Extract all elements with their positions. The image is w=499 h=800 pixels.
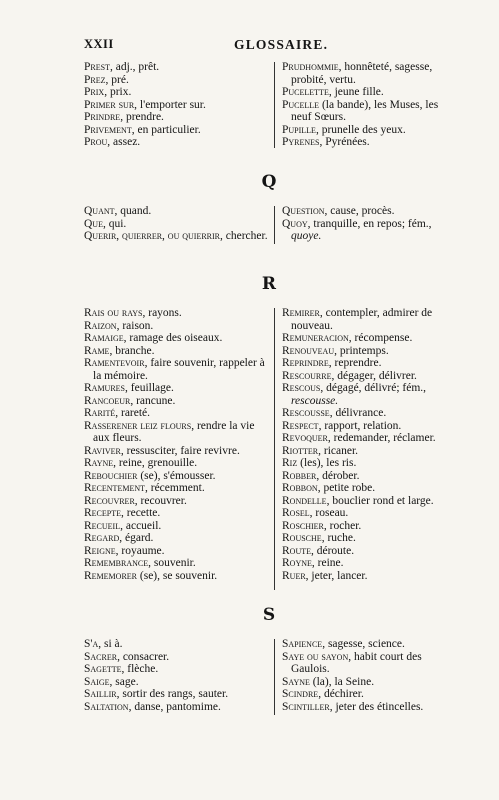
entry-definition: , bouclier rond et large. [326, 494, 434, 507]
entry-definition: , royaume. [115, 544, 165, 557]
glossary-entry [282, 382, 454, 407]
entry-definition: , récemment. [145, 482, 205, 494]
entry-definition: , habit court des Gaulois. [291, 650, 422, 675]
right-column [282, 205, 454, 243]
glossary-entry [84, 345, 269, 358]
entry-headword: Rousche [282, 532, 322, 544]
glossary-entry [282, 420, 454, 433]
entry-definition: , danse, pantomime. [128, 700, 221, 713]
entry-definition: , rancune. [130, 394, 176, 407]
entry-definition: (la), la Seine. [309, 675, 375, 688]
entry-headword: Quant [84, 205, 115, 217]
entry-headword: Revoquer [282, 432, 328, 444]
entry-headword: Rosel [282, 507, 310, 519]
entry-headword: Rayne [84, 457, 114, 469]
glossary-entry [282, 570, 454, 583]
glossary-entry [84, 205, 269, 218]
glossary-entry [84, 545, 269, 558]
entry-definition: , sage. [109, 675, 139, 688]
entry-headword: Rescous [282, 382, 321, 394]
glossary-entry [84, 230, 269, 243]
glossary-entry [282, 61, 454, 86]
entry-headword: Rancoeur [84, 394, 131, 407]
entry-definition: , dérober. [316, 469, 360, 482]
page-number: XXII [84, 37, 114, 51]
glossary-entry [282, 370, 454, 383]
glossary-entry [282, 332, 454, 345]
glossary-entry [282, 218, 454, 243]
glossary-entry [84, 495, 269, 508]
entry-headword: Recueil [84, 519, 121, 532]
entry-headword: Rasserener leiz flours [84, 419, 192, 432]
entry-headword: Remembrance [84, 557, 149, 569]
entry-definition: , l'emporter sur. [134, 98, 206, 111]
glossary-entry [84, 688, 269, 701]
entry-headword: Que [84, 217, 103, 230]
glossary-entry [282, 676, 454, 689]
entry-definition: , prunelle des yeux. [315, 123, 406, 136]
entry-definition: , prendre. [120, 111, 164, 123]
glossary-entry [84, 111, 269, 124]
glossary-entry [282, 86, 454, 99]
entry-headword: Saltation [84, 700, 129, 713]
glossary-entry [84, 136, 269, 149]
glossary-entry [84, 86, 269, 99]
left-column [84, 307, 269, 582]
entry-definition: , adj., prêt. [109, 61, 160, 73]
entry-headword: Saige [84, 675, 110, 688]
entry-headword: Querir, quierrer, ou quierrir [84, 230, 221, 242]
entry-headword: Privement [84, 123, 132, 136]
entry-headword: Respect [282, 419, 319, 432]
entry-definition: , printemps. [334, 344, 389, 357]
entry-headword: Ramentevoir [84, 357, 145, 369]
column-rule [274, 62, 275, 148]
entry-definition: , en particulier. [131, 123, 201, 136]
glossary-entry [282, 432, 454, 445]
entry-definition: , branche. [109, 344, 155, 357]
entry-definition: , si à. [98, 638, 123, 650]
entry-italic-form: quoye. [291, 230, 322, 242]
entry-headword: Prudhommie [282, 61, 339, 73]
entry-definition: , déchirer. [318, 688, 364, 700]
entry-definition: , recette. [121, 507, 161, 519]
glossary-entry [84, 357, 269, 382]
page-header [84, 37, 454, 53]
right-column [282, 638, 454, 713]
entry-headword: Recentement [84, 482, 145, 494]
entry-definition: , quand. [114, 205, 152, 217]
glossary-entry [282, 482, 454, 495]
glossary-entry [282, 545, 454, 558]
glossary-entry [84, 676, 269, 689]
entry-headword: Rame [84, 344, 110, 357]
glossary-entry [282, 124, 454, 137]
glossary-entry [282, 136, 454, 149]
entry-headword: Regard [84, 532, 120, 544]
left-column [84, 61, 269, 149]
entry-definition: , ressusciter, faire revivre. [120, 444, 240, 457]
entry-headword: Roschier [282, 519, 324, 532]
entry-headword: Rescousse [282, 407, 330, 419]
glossary-entry [84, 507, 269, 520]
entry-headword: Royne [282, 557, 312, 569]
entry-definition: , contempler, admirer de nouveau. [291, 307, 433, 332]
entry-headword: Prez [84, 73, 106, 86]
entry-headword: Reprindre [282, 357, 329, 369]
entry-headword: Rondelle [282, 494, 327, 507]
entry-definition: , flèche. [121, 663, 159, 675]
running-title: GLOSSAIRE. [234, 37, 329, 52]
entry-definition: , rocher. [323, 519, 362, 532]
entry-headword: Pyrenes [282, 136, 320, 148]
glossary-entry [282, 495, 454, 508]
entry-definition: , ricaner. [318, 444, 359, 457]
entry-definition: , sagesse, science. [322, 638, 405, 650]
entry-definition: , faire souvenir, rappeler à la mémoire. [93, 357, 265, 382]
entry-definition: , tranquille, en repos; fém., [307, 217, 432, 230]
glossary-entry [282, 205, 454, 218]
entry-headword: Recepte [84, 507, 122, 519]
right-column [282, 307, 454, 582]
entry-definition: , jeune fille. [328, 86, 384, 98]
glossary-entry [84, 124, 269, 137]
entry-definition: , assez. [107, 136, 141, 148]
entry-headword: Pucelle [282, 98, 320, 111]
glossary-entry [282, 520, 454, 533]
glossary-entry [84, 218, 269, 231]
entry-headword: Renouveau [282, 344, 335, 357]
glossary-entry [282, 557, 454, 570]
column-rule [274, 639, 275, 715]
entry-headword: Sagette [84, 663, 122, 675]
entry-definition: , ramage des oiseaux. [123, 332, 223, 344]
glossary-entry [84, 99, 269, 112]
glossary-entry [84, 663, 269, 676]
entry-headword: Rememorer [84, 569, 138, 582]
glossary-entry [84, 701, 269, 714]
glossary-entry [84, 61, 269, 74]
entry-definition: , chercher. [220, 230, 268, 242]
glossary-entry [84, 470, 269, 483]
entry-definition: (les), les ris. [297, 457, 357, 469]
glossary-entry [282, 345, 454, 358]
glossary-entry [282, 701, 454, 714]
glossary-entry [282, 307, 454, 332]
entry-headword: S'a [84, 638, 99, 650]
entry-headword: Ramaige [84, 332, 124, 344]
entry-definition: , déroute. [311, 544, 355, 557]
section-letter-q: Q [261, 172, 277, 192]
entry-headword: Saye ou sayon [282, 650, 349, 663]
left-column [84, 205, 269, 243]
glossary-entry [282, 532, 454, 545]
glossary-entry [84, 557, 269, 570]
entry-headword: Ramures [84, 382, 126, 394]
entry-definition: , sortir des rangs, sauter. [116, 688, 229, 700]
entry-definition: , reprendre. [328, 357, 382, 369]
entry-definition: , ruche. [321, 532, 356, 544]
entry-headword: Sayne [282, 675, 310, 688]
entry-headword: Robbon [282, 482, 318, 494]
entry-definition: , redemander, réclamer. [327, 432, 436, 444]
entry-definition: , Pyrénées. [319, 136, 370, 148]
glossary-entry [84, 482, 269, 495]
entry-definition: , feuillage. [125, 382, 174, 394]
glossary-entry [84, 420, 269, 445]
entry-headword: Pucelette [282, 86, 329, 98]
entry-definition: , rendre la vie aux fleurs. [93, 419, 255, 444]
glossary-entry [282, 407, 454, 420]
entry-definition: , petite robe. [317, 482, 376, 494]
glossary-entry [84, 445, 269, 458]
entry-definition: , prix. [104, 86, 132, 98]
glossary-entry [84, 651, 269, 664]
entry-definition: , reine. [311, 557, 344, 569]
entry-headword: Raviver [84, 444, 121, 457]
entry-definition: , dégager, délivrer. [331, 369, 417, 382]
section-letter-s: S [262, 605, 276, 625]
glossary-entry [84, 320, 269, 333]
right-column [282, 61, 454, 149]
entry-definition: , délivrance. [329, 407, 387, 419]
glossary-entry [84, 382, 269, 395]
glossary-entry [282, 357, 454, 370]
entry-headword: Remirer [282, 307, 320, 319]
entry-headword: Rescourre [282, 369, 332, 382]
entry-headword: Rais ou rays [84, 307, 143, 319]
glossary-entry [84, 532, 269, 545]
glossary-entry [84, 395, 269, 408]
entry-definition: , rareté. [115, 407, 151, 419]
entry-definition: (se), se souvenir. [137, 569, 218, 582]
entry-definition: , pré. [105, 73, 129, 86]
entry-headword: Remuneracion [282, 332, 349, 344]
glossary-entry [84, 407, 269, 420]
glossary-entry [282, 457, 454, 470]
entry-definition: , rayons. [142, 307, 182, 319]
entry-headword: Prou [84, 136, 108, 148]
entry-headword: Riz [282, 457, 298, 469]
glossary-entry [84, 74, 269, 87]
entry-definition: , rapport, relation. [318, 419, 402, 432]
glossary-entry [84, 307, 269, 320]
entry-definition: (la bande), les Muses, les neuf Sœurs. [291, 98, 439, 123]
glossary-entry [84, 638, 269, 651]
entry-definition: , souvenir. [148, 557, 196, 569]
glossary-entry [282, 445, 454, 458]
entry-headword: Primer sur [84, 98, 135, 111]
entry-headword: Sapience [282, 638, 323, 650]
entry-headword: Prix [84, 86, 105, 98]
entry-headword: Ruer [282, 569, 306, 582]
glossary-entry [282, 99, 454, 124]
glossary-entry [84, 457, 269, 470]
glossary-entry [84, 570, 269, 583]
entry-definition: , honnêteté, sagesse, probité, vertu. [291, 61, 433, 86]
entry-headword: Rarité [84, 407, 116, 419]
entry-headword: Pupille [282, 123, 316, 136]
entry-definition: , jeter, lancer. [305, 569, 368, 582]
entry-headword: Sacrer [84, 650, 118, 663]
entry-headword: Recouvrer [84, 494, 135, 507]
entry-definition: (se), s'émousser. [137, 469, 216, 482]
glossary-entry [282, 507, 454, 520]
entry-headword: Raizon [84, 319, 117, 332]
section-letter-r: R [261, 274, 277, 294]
glossary-entry [84, 332, 269, 345]
entry-headword: Question [282, 205, 325, 217]
entry-definition: , accueil. [120, 519, 162, 532]
column-rule [274, 206, 275, 244]
entry-headword: Saillir [84, 688, 117, 700]
left-column [84, 638, 269, 713]
entry-definition: , reine, grenouille. [113, 457, 198, 469]
glossary-entry [282, 470, 454, 483]
entry-headword: Route [282, 544, 311, 557]
entry-headword: Reigne [84, 544, 116, 557]
entry-definition: , raison. [116, 319, 154, 332]
entry-definition: , consacrer. [117, 650, 170, 663]
entry-definition: , qui. [102, 217, 127, 230]
entry-definition: , cause, procès. [324, 205, 395, 217]
entry-definition: , jeter des étincelles. [329, 700, 424, 713]
entry-italic-form: rescousse. [291, 394, 339, 407]
entry-definition: , dégagé, délivré; fém., [320, 382, 427, 394]
entry-definition: , roseau. [309, 507, 349, 519]
glossary-entry [282, 638, 454, 651]
entry-definition: , récompense. [348, 332, 413, 344]
entry-headword: Riotter [282, 444, 319, 457]
entry-headword: Robber [282, 469, 317, 482]
glossary-entry [84, 520, 269, 533]
entry-headword: Scintiller [282, 700, 330, 713]
glossary-entry [282, 688, 454, 701]
entry-headword: Quoy [282, 217, 308, 230]
column-rule [274, 308, 275, 590]
entry-headword: Prindre [84, 111, 121, 123]
entry-definition: , recouvrer. [134, 494, 187, 507]
entry-headword: Scindre [282, 688, 319, 700]
glossary-entry [282, 651, 454, 676]
entry-headword: Prest [84, 61, 110, 73]
entry-headword: Rebouchier [84, 469, 138, 482]
entry-definition: , égard. [119, 532, 154, 544]
